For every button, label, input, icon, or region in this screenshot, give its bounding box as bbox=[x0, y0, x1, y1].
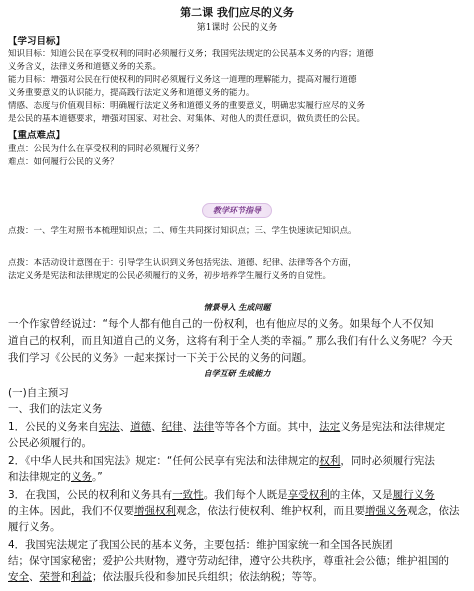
item-line: 安全、荣誉和利益；依法服兵役和参加民兵组织；依法纳税；等等。 bbox=[8, 571, 323, 583]
blank-answer: 纪律 bbox=[161, 421, 183, 433]
blank-answer: 荣誉 bbox=[39, 571, 61, 583]
banner-wrap bbox=[0, 198, 474, 218]
item-line: 公民必须履行的。 bbox=[8, 437, 92, 449]
blank-answer: 义务 bbox=[71, 471, 92, 483]
blank-answer: 增强义务 bbox=[365, 505, 407, 517]
item-line: 2．《中华人民共和国宪法》规定：“任何公民享有宪法和法律规定的权利，同时必须履行宪法 bbox=[8, 455, 435, 467]
point-line: 点拨：本活动设计意图在于：引导学生认识到义务包括宪法、道德、纪律、法律等各个方面， bbox=[8, 258, 357, 268]
goals-line: 知识目标：知道公民在享受权利的同时必须履行义务；我国宪法规定的公民基本义务的内容；道德 bbox=[8, 49, 374, 59]
key-line: 难点：如何履行公民的义务？ bbox=[8, 157, 119, 167]
lesson-subtitle: 第1课时 公民的义务 bbox=[196, 23, 278, 33]
intro-line: 道自己的权利，而且知道自己的义务，这将有利于全人类的幸福。” 那么我们有什么义务呢？今天 bbox=[8, 335, 453, 347]
item-line: 和法律规定的义务。” bbox=[8, 471, 103, 483]
section-label: (一)自主预习 bbox=[8, 387, 69, 399]
point-line: 法定义务是宪法和法律规定的公民必须履行的义务，初步培养学生履行义务的自觉性。 bbox=[8, 271, 332, 281]
blank-answer: 宪法 bbox=[98, 421, 120, 433]
blank-answer: 法律 bbox=[193, 421, 215, 433]
blank-answer: 履行义务 bbox=[392, 489, 435, 501]
intro-line: 我们学习《公民的义务》一起来探讨一下关于公民的义务的问题。 bbox=[8, 352, 313, 364]
key-heading: 【重点难点】 bbox=[8, 130, 66, 141]
section-subheading: 一、我们的法定义务 bbox=[8, 403, 103, 415]
lesson-title: 第二课 我们应尽的义务 bbox=[180, 6, 294, 19]
goals-line: 义务重要意义的认识能力，提高践行法定义务和道德义务的能力。 bbox=[8, 88, 255, 98]
guide-banner: 教学环节指导 bbox=[202, 203, 272, 218]
item-line: 结；保守国家秘密；爱护公共财物，遵守劳动纪律，遵守公共秩序，尊重社会公德；维护祖国的 bbox=[8, 555, 449, 567]
self-study-heading: 自学互研 生成能力 bbox=[203, 368, 271, 378]
item-line: 3．在我国，公民的权利和义务具有一致性。我们每个人既是享受权利的主体，又是履行义务 bbox=[8, 489, 435, 501]
blank-answer: 利益 bbox=[71, 571, 92, 583]
key-line: 重点：公民为什么在享受权利的同时必须履行义务？ bbox=[8, 144, 204, 154]
goals-line: 情感、态度与价值观目标：明确履行法定义务和道德义务的重要意义，明确忠实履行应尽的义务 bbox=[8, 101, 366, 111]
item-line: 4．我国宪法规定了我国公民的基本义务，主要包括：维护国家统一和全国各民族团 bbox=[8, 539, 393, 551]
goals-heading: 【学习目标】 bbox=[8, 36, 66, 47]
blank-answer: 权利 bbox=[319, 455, 341, 467]
blank-answer: 安全 bbox=[8, 571, 29, 583]
blank-answer: 一致性 bbox=[172, 489, 204, 501]
point-line: 点拨：一、学生对照书本梳理知识点；二、师生共同探讨知识点；三、学生快速读记知识点。 bbox=[8, 226, 357, 236]
blank-answer: 道德 bbox=[130, 421, 152, 433]
goals-line: 是公民的基本道德要求，增强对国家、对社会、对集体、对他人的责任意识，做负责任的公民。 bbox=[8, 114, 366, 124]
goals-line: 义务含义，法律义务和道德义务的关系。 bbox=[8, 62, 162, 72]
blank-answer: 享受权利 bbox=[287, 489, 330, 501]
item-line: 履行义务。 bbox=[8, 521, 61, 533]
blank-answer: 法定 bbox=[319, 421, 341, 433]
item-line: 1．公民的义务来自宪法、道德、纪律、法律等等各个方面。其中，法定义务是宪法和法律规定 bbox=[8, 421, 446, 433]
item-line: 的主体。因此，我们不仅要增强权利观念，依法行使权利、维护权利，而且要增强义务观念，依法 bbox=[8, 505, 460, 517]
goals-line: 能力目标：增强对公民在行使权利的同时必须履行义务这一道理的理解能力，提高对履行道德 bbox=[8, 75, 357, 85]
intro-heading: 情景导入 生成问题 bbox=[203, 302, 271, 312]
blank-answer: 增强权利 bbox=[134, 505, 176, 517]
intro-line: 一个作家曾经说过：“每个人都有他自己的一份权利，也有他应尽的义务。如果每个人不仅知 bbox=[8, 318, 434, 330]
